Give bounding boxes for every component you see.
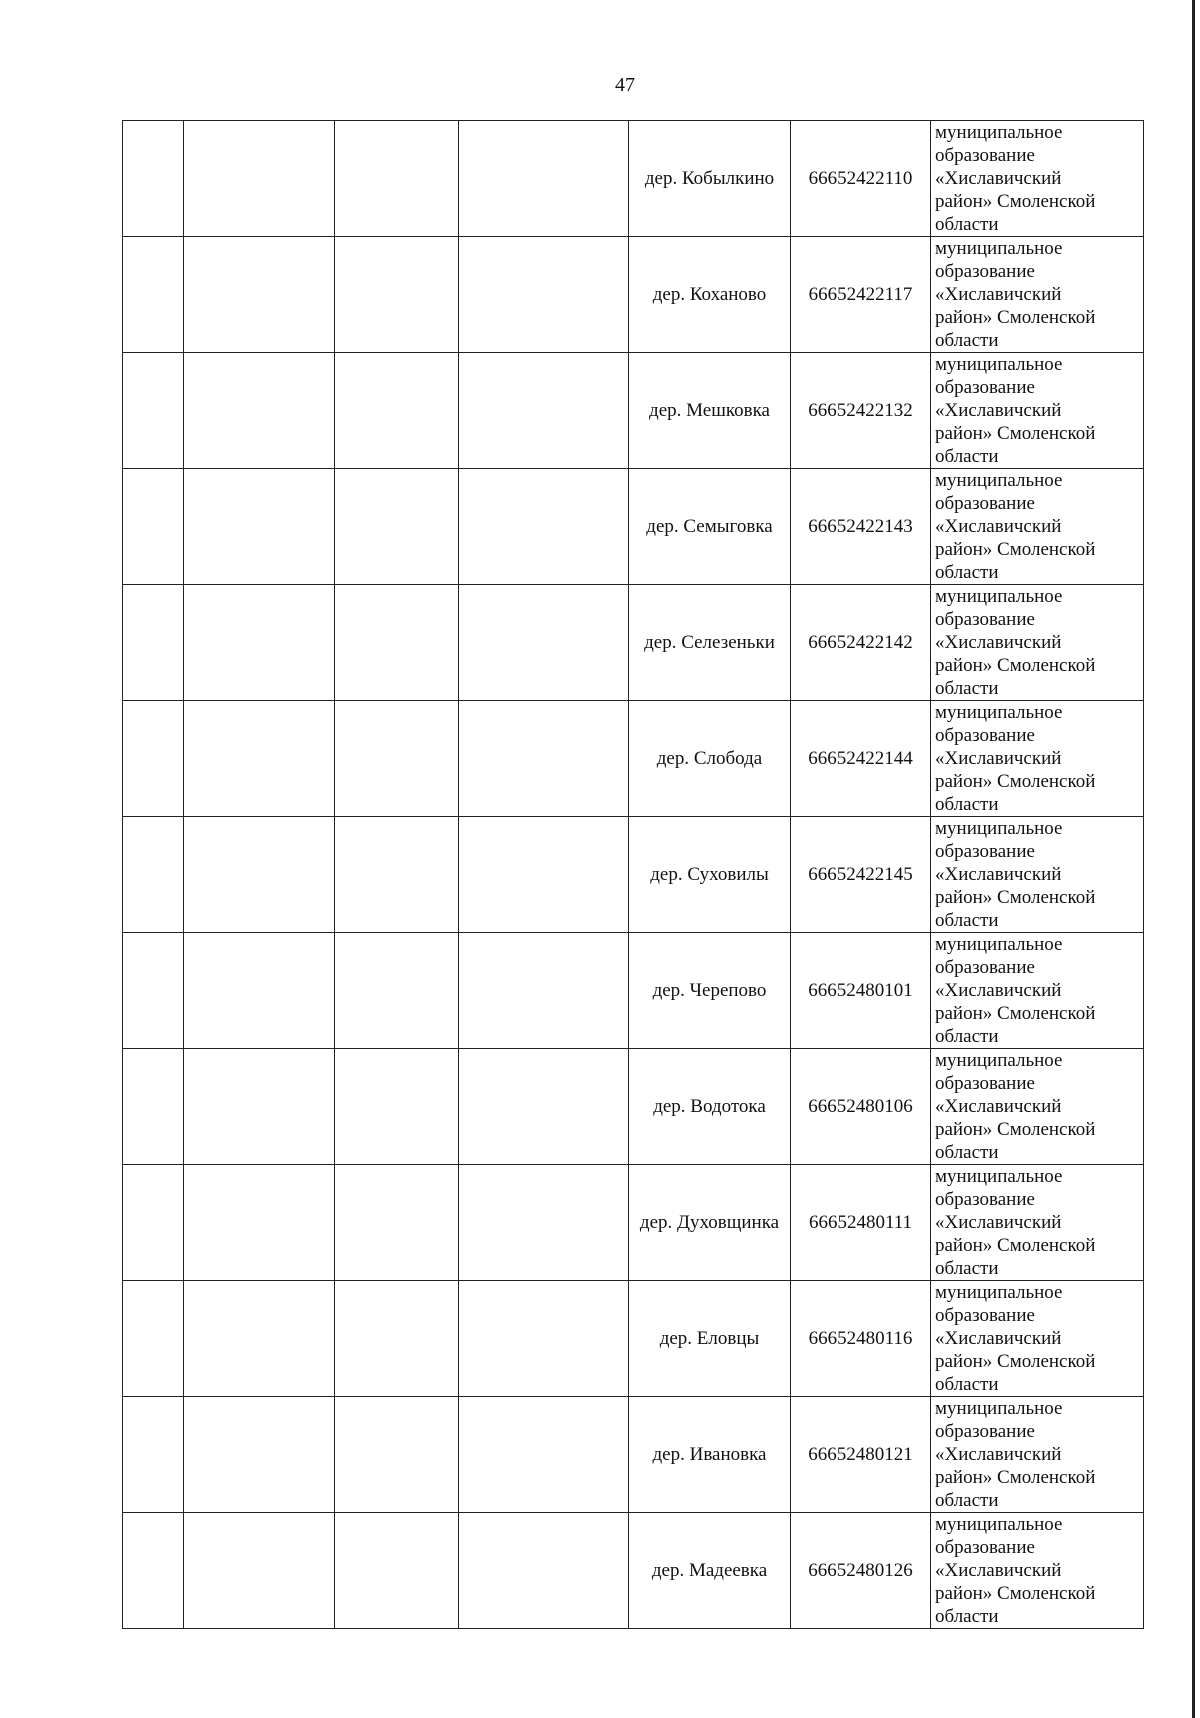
empty-cell (459, 817, 629, 933)
empty-cell (184, 585, 335, 701)
empty-cell (459, 585, 629, 701)
empty-cell (335, 585, 459, 701)
table-row (123, 817, 1144, 933)
empty-cell (123, 1049, 184, 1165)
empty-cell (123, 121, 184, 237)
owner-line: муниципальное (935, 702, 1063, 723)
owner-line: области (935, 1490, 999, 1511)
empty-cell (459, 933, 629, 1049)
owner-line: области (935, 330, 999, 351)
owner-line: «Хиславичский (935, 1328, 1062, 1349)
settlement-name-cell: дер. Мадеевка (629, 1513, 791, 1629)
owner-line: муниципальное (935, 1166, 1063, 1187)
empty-cell (123, 585, 184, 701)
table-body (123, 121, 1144, 1629)
owner-line: образование (935, 725, 1035, 746)
settlement-name-cell: дер. Водотока (629, 1049, 791, 1165)
owner-line: «Хиславичский (935, 284, 1062, 305)
empty-cell (459, 121, 629, 237)
owner-cell (931, 585, 1144, 701)
owner-cell (931, 1397, 1144, 1513)
table-row (123, 701, 1144, 817)
owner-line: области (935, 678, 999, 699)
owner-line: области (935, 1026, 999, 1047)
owner-line: образование (935, 493, 1035, 514)
empty-cell (184, 121, 335, 237)
owner-line: области (935, 562, 999, 583)
owner-line: район» Смоленской (935, 307, 1096, 328)
table-row (123, 469, 1144, 585)
owner-cell (931, 933, 1144, 1049)
owner-line: образование (935, 1189, 1035, 1210)
oktmo-code-cell: 66652422132 (791, 353, 931, 469)
empty-cell (459, 237, 629, 353)
empty-cell (459, 1049, 629, 1165)
owner-cell (931, 1049, 1144, 1165)
empty-cell (459, 469, 629, 585)
owner-line: муниципальное (935, 122, 1063, 143)
oktmo-code-cell: 66652480126 (791, 1513, 931, 1629)
empty-cell (123, 817, 184, 933)
settlement-name-cell: дер. Еловцы (629, 1281, 791, 1397)
empty-cell (184, 1281, 335, 1397)
empty-cell (335, 817, 459, 933)
owner-line: район» Смоленской (935, 1351, 1096, 1372)
empty-cell (184, 1049, 335, 1165)
empty-cell (123, 1281, 184, 1397)
owner-line: район» Смоленской (935, 539, 1096, 560)
oktmo-code-cell: 66652422117 (791, 237, 931, 353)
settlement-name-cell: дер. Мешковка (629, 353, 791, 469)
oktmo-code-cell: 66652422110 (791, 121, 931, 237)
owner-line: области (935, 1258, 999, 1279)
empty-cell (184, 1513, 335, 1629)
empty-cell (184, 817, 335, 933)
owner-line: образование (935, 1305, 1035, 1326)
owner-line: муниципальное (935, 1398, 1063, 1419)
oktmo-code-cell: 66652422143 (791, 469, 931, 585)
table-row (123, 1397, 1144, 1513)
owner-line: области (935, 794, 999, 815)
oktmo-code-cell: 66652480101 (791, 933, 931, 1049)
empty-cell (335, 121, 459, 237)
owner-line: район» Смоленской (935, 191, 1096, 212)
owner-line: образование (935, 145, 1035, 166)
owner-line: образование (935, 609, 1035, 630)
owner-line: муниципальное (935, 818, 1063, 839)
empty-cell (335, 933, 459, 1049)
owner-line: муниципальное (935, 1282, 1063, 1303)
owner-cell (931, 237, 1144, 353)
empty-cell (184, 1165, 335, 1281)
oktmo-code-cell: 66652480111 (791, 1165, 931, 1281)
owner-cell (931, 469, 1144, 585)
empty-cell (123, 353, 184, 469)
owner-line: район» Смоленской (935, 1119, 1096, 1140)
table-row (123, 1165, 1144, 1281)
oktmo-code-cell: 66652422142 (791, 585, 931, 701)
empty-cell (123, 469, 184, 585)
owner-line: области (935, 1606, 999, 1627)
settlement-name-cell: дер. Черепово (629, 933, 791, 1049)
table-row (123, 933, 1144, 1049)
table-row (123, 353, 1144, 469)
empty-cell (335, 1281, 459, 1397)
owner-line: «Хиславичский (935, 400, 1062, 421)
empty-cell (335, 1397, 459, 1513)
owner-line: муниципальное (935, 1514, 1063, 1535)
owner-line: «Хиславичский (935, 1096, 1062, 1117)
empty-cell (184, 701, 335, 817)
owner-line: образование (935, 841, 1035, 862)
empty-cell (459, 353, 629, 469)
owner-line: район» Смоленской (935, 1583, 1096, 1604)
owner-line: области (935, 214, 999, 235)
settlement-name-cell: дер. Селезеньки (629, 585, 791, 701)
owner-line: «Хиславичский (935, 632, 1062, 653)
owner-cell (931, 1281, 1144, 1397)
owner-line: «Хиславичский (935, 980, 1062, 1001)
owner-line: «Хиславичский (935, 168, 1062, 189)
owner-line: район» Смоленской (935, 887, 1096, 908)
owner-line: «Хиславичский (935, 516, 1062, 537)
empty-cell (123, 701, 184, 817)
empty-cell (459, 1513, 629, 1629)
owner-line: район» Смоленской (935, 655, 1096, 676)
table-row (123, 1281, 1144, 1397)
empty-cell (184, 933, 335, 1049)
owner-line: образование (935, 1421, 1035, 1442)
owner-line: «Хиславичский (935, 1560, 1062, 1581)
empty-cell (184, 353, 335, 469)
empty-cell (123, 237, 184, 353)
oktmo-code-cell: 66652480121 (791, 1397, 931, 1513)
empty-cell (123, 933, 184, 1049)
owner-cell (931, 817, 1144, 933)
settlement-name-cell: дер. Семыговка (629, 469, 791, 585)
owner-line: образование (935, 261, 1035, 282)
owner-line: муниципальное (935, 1050, 1063, 1071)
owner-line: район» Смоленской (935, 771, 1096, 792)
empty-cell (335, 1513, 459, 1629)
empty-cell (335, 353, 459, 469)
settlement-name-cell: дер. Коханово (629, 237, 791, 353)
table-row (123, 237, 1144, 353)
owner-line: образование (935, 1537, 1035, 1558)
owner-line: «Хиславичский (935, 1212, 1062, 1233)
settlement-name-cell: дер. Суховилы (629, 817, 791, 933)
owner-cell (931, 701, 1144, 817)
table-row (123, 1513, 1144, 1629)
empty-cell (184, 1397, 335, 1513)
settlements-table (122, 120, 1144, 1629)
empty-cell (459, 1165, 629, 1281)
owner-line: район» Смоленской (935, 1003, 1096, 1024)
owner-line: области (935, 1142, 999, 1163)
settlement-name-cell: дер. Кобылкино (629, 121, 791, 237)
oktmo-code-cell: 66652480116 (791, 1281, 931, 1397)
empty-cell (184, 469, 335, 585)
settlement-name-cell: дер. Слобода (629, 701, 791, 817)
owner-line: муниципальное (935, 934, 1063, 955)
oktmo-code-cell: 66652480106 (791, 1049, 931, 1165)
empty-cell (459, 1397, 629, 1513)
owner-cell (931, 1165, 1144, 1281)
empty-cell (335, 1049, 459, 1165)
owner-line: образование (935, 377, 1035, 398)
empty-cell (123, 1513, 184, 1629)
settlement-name-cell: дер. Духовщинка (629, 1165, 791, 1281)
owner-cell (931, 353, 1144, 469)
owner-line: «Хиславичский (935, 748, 1062, 769)
owner-line: муниципальное (935, 470, 1063, 491)
owner-line: район» Смоленской (935, 1235, 1096, 1256)
owner-line: области (935, 910, 999, 931)
owner-line: район» Смоленской (935, 1467, 1096, 1488)
owner-line: образование (935, 957, 1035, 978)
owner-line: «Хиславичский (935, 1444, 1062, 1465)
owner-line: образование (935, 1073, 1035, 1094)
scan-edge-line (1192, 0, 1195, 1718)
table-row (123, 1049, 1144, 1165)
table-row (123, 585, 1144, 701)
oktmo-code-cell: 66652422145 (791, 817, 931, 933)
empty-cell (335, 237, 459, 353)
empty-cell (459, 1281, 629, 1397)
empty-cell (123, 1165, 184, 1281)
owner-line: области (935, 1374, 999, 1395)
owner-line: «Хиславичский (935, 864, 1062, 885)
empty-cell (123, 1397, 184, 1513)
owner-cell (931, 1513, 1144, 1629)
page-number: 47 (615, 74, 635, 96)
table-row (123, 121, 1144, 237)
empty-cell (184, 237, 335, 353)
empty-cell (459, 701, 629, 817)
owner-line: области (935, 446, 999, 467)
empty-cell (335, 701, 459, 817)
owner-line: район» Смоленской (935, 423, 1096, 444)
owner-line: муниципальное (935, 354, 1063, 375)
owner-cell (931, 121, 1144, 237)
settlement-name-cell: дер. Ивановка (629, 1397, 791, 1513)
owner-line: муниципальное (935, 238, 1063, 259)
owner-line: муниципальное (935, 586, 1063, 607)
empty-cell (335, 469, 459, 585)
empty-cell (335, 1165, 459, 1281)
oktmo-code-cell: 66652422144 (791, 701, 931, 817)
